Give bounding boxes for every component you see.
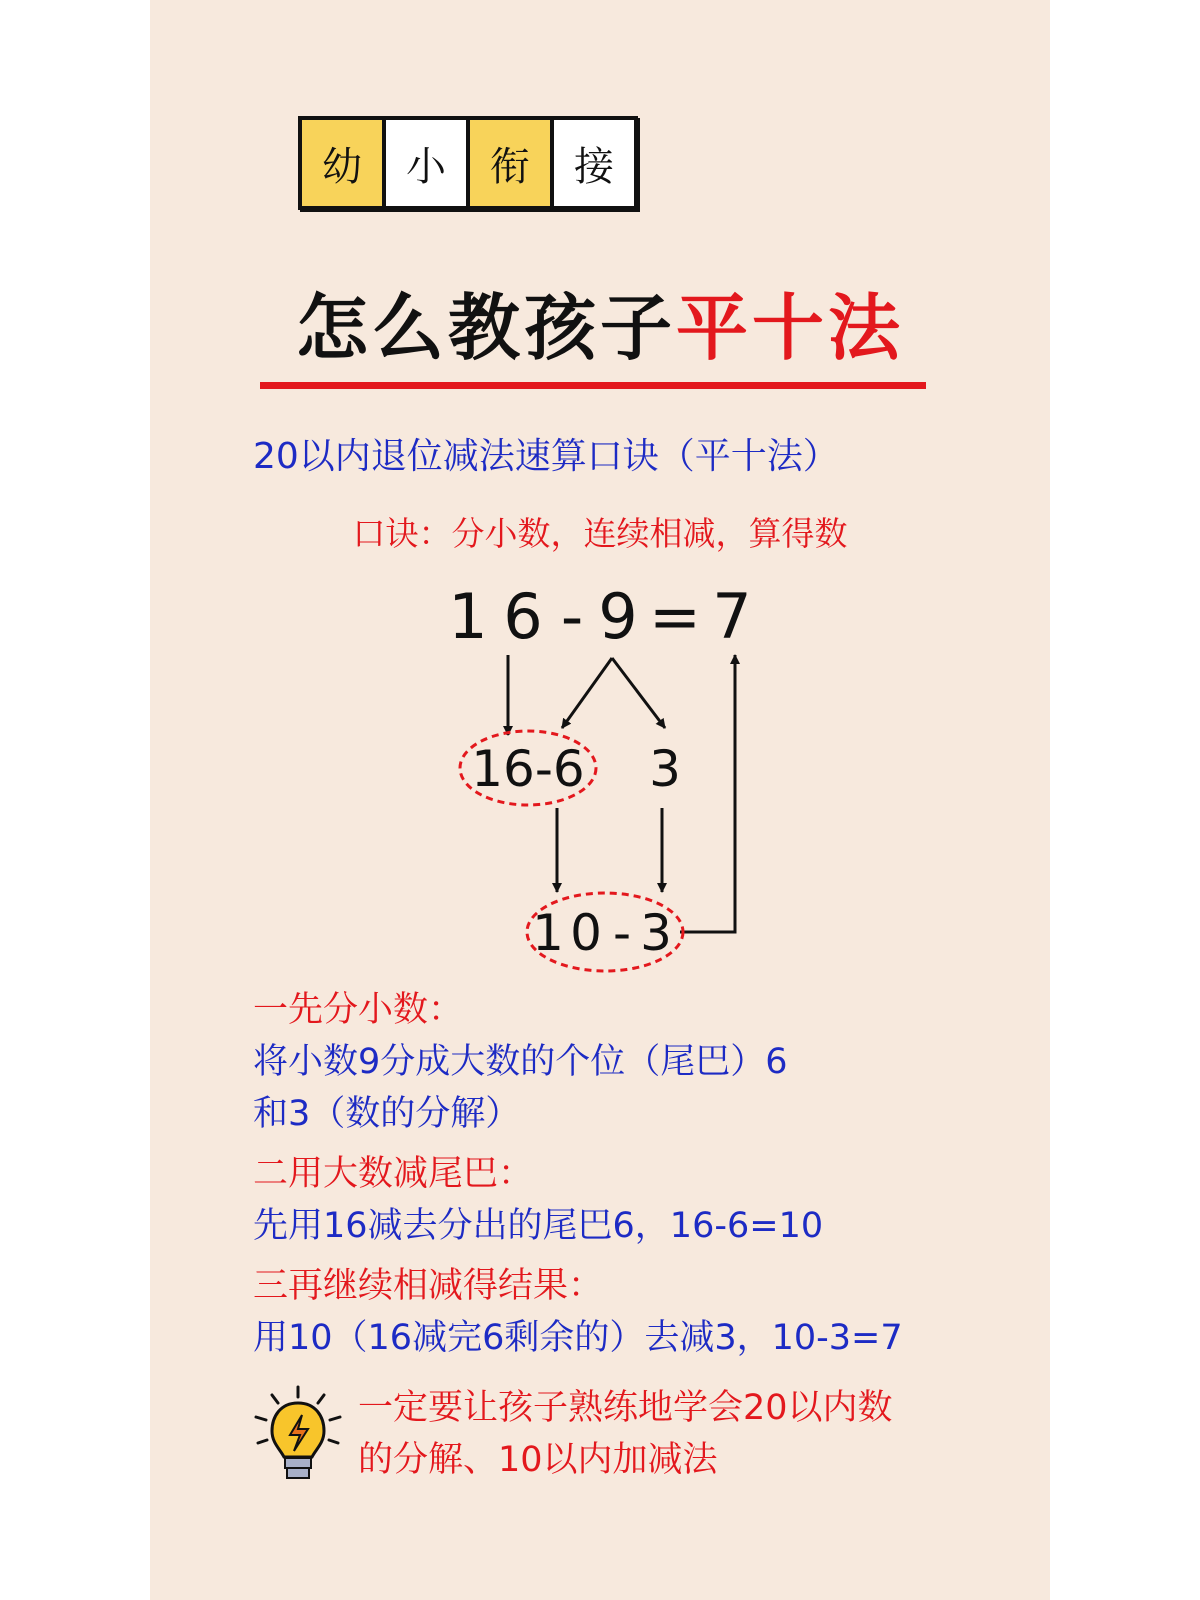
steps-list [253, 984, 1013, 1372]
result-minus: - [612, 904, 632, 962]
step-body-line: 将小数9分成大数的个位（尾巴）6 [253, 1042, 788, 1082]
badge-char: 接 [554, 120, 634, 206]
split-right: 3 [649, 740, 681, 798]
page [150, 0, 1050, 1600]
step-heading: 三再继续相减得结果： [253, 1266, 604, 1306]
step-1 [253, 984, 1013, 1140]
arrow-result-up [680, 655, 735, 932]
lightbulb-icon [250, 1385, 350, 1495]
title-highlight: 平十法 [676, 286, 905, 370]
arrow-to-3 [612, 658, 665, 728]
badge-char: 小 [386, 120, 470, 206]
eq-digit-9: 9 [598, 580, 638, 653]
step-body-line: 和3（数的分解） [253, 1094, 521, 1134]
eq-digit-1: 1 [448, 580, 488, 653]
step-body-line: 用10（16减完6剩余的）去减3，10-3=7 [253, 1318, 903, 1358]
eq-equals: = [649, 580, 701, 653]
eq-digit-7: 7 [712, 580, 752, 653]
step-2 [253, 1148, 1013, 1252]
step-3 [253, 1260, 1013, 1364]
tip-line: 的分解、10以内加减法 [358, 1440, 718, 1480]
tip-line: 一定要让孩子熟练地学会20以内数 [358, 1388, 893, 1428]
step-body-line: 先用16减去分出的尾巴6，16-6=10 [253, 1206, 824, 1246]
mnemonic: 口诀：分小数，连续相减，算得数 [352, 514, 848, 553]
eq-digit-6: 6 [503, 580, 543, 653]
arrow-to-6 [562, 658, 612, 728]
result-digit-0: 0 [570, 904, 602, 962]
calculation-diagram [150, 0, 1050, 1000]
subtitle: 20以内退位减法速算口诀（平十法） [253, 436, 839, 477]
badge-char: 衔 [470, 120, 554, 206]
result-digit-1: 1 [532, 904, 564, 962]
tip-text [358, 1382, 998, 1486]
badge-char: 幼 [302, 120, 386, 206]
step-heading: 一先分小数： [253, 990, 464, 1030]
result-digit-3: 3 [640, 904, 672, 962]
split-left: 16-6 [471, 740, 585, 798]
step-heading: 二用大数减尾巴： [253, 1154, 534, 1194]
title-main: 怎么教孩子 [295, 286, 676, 370]
eq-minus: - [560, 580, 584, 653]
